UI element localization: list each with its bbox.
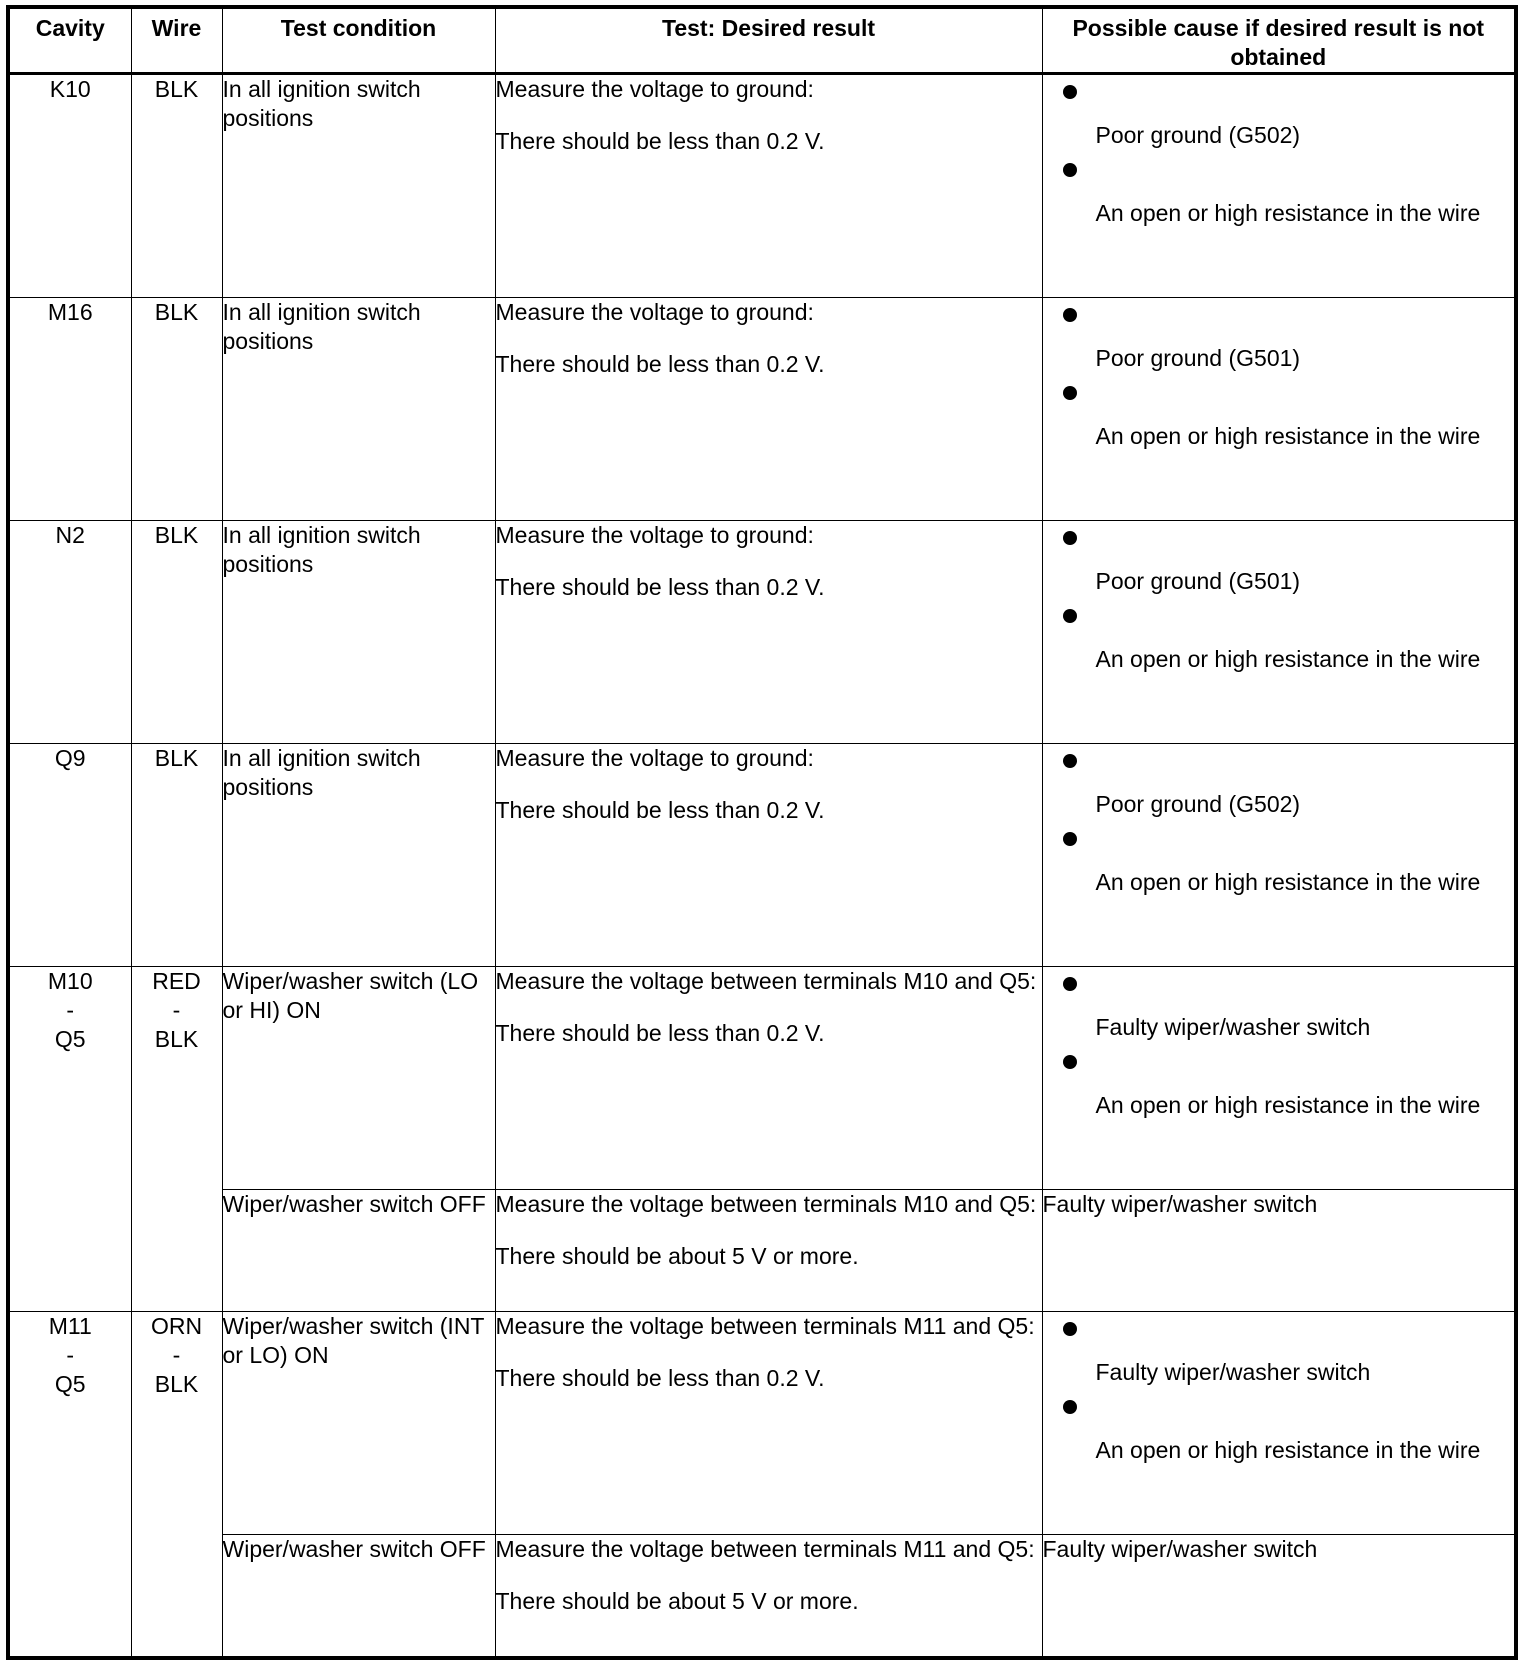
wire-color: BLK (154, 76, 199, 102)
desired-result-cell (495, 1190, 1042, 1312)
result-expected: There should be less than 0.2 V. (495, 574, 825, 600)
cause-text: An open or high resistance in the wire (1095, 200, 1481, 226)
header-possible-cause: Possible cause if desired result is not obtained (1042, 7, 1516, 74)
cause-item (1063, 531, 1515, 596)
cause-list (1043, 1312, 1515, 1465)
desired-result-cell (495, 298, 1042, 521)
bullet-icon (1063, 1322, 1077, 1336)
test-condition-cell: Wiper/washer switch OFF (222, 1190, 495, 1312)
wire-color: ORN (150, 1313, 203, 1339)
wire-cell (131, 74, 222, 298)
cause-item (1063, 1055, 1515, 1120)
wire-cell (131, 1312, 222, 1659)
cavity-label: Q9 (54, 745, 86, 771)
bullet-icon (1063, 163, 1077, 177)
result-expected: There should be less than 0.2 V. (495, 128, 825, 154)
cause-item (1063, 1400, 1515, 1465)
cause-text: An open or high resistance in the wire (1095, 1437, 1481, 1463)
result-instruction: Measure the voltage between terminals M11 and Q5: (495, 1536, 1035, 1562)
table-row (8, 1190, 1516, 1312)
possible-cause-cell (1042, 744, 1516, 967)
cavity-label: Q5 (54, 1371, 86, 1397)
wire-color: BLK (154, 745, 199, 771)
result-instruction: Measure the voltage between terminals M10 and Q5: (495, 1191, 1037, 1217)
cause-list (1043, 298, 1515, 451)
cavity-cell (8, 744, 131, 967)
header-desired-result: Test: Desired result (495, 7, 1042, 74)
bullet-icon (1063, 977, 1077, 991)
test-condition-cell: Wiper/washer switch OFF (222, 1535, 495, 1659)
header-test-condition: Test condition (222, 7, 495, 74)
cause-text: Poor ground (G502) (1095, 122, 1301, 148)
result-instruction: Measure the voltage to ground: (495, 522, 814, 548)
possible-cause-cell (1042, 521, 1516, 744)
result-expected: There should be less than 0.2 V. (495, 1020, 825, 1046)
cause-list (1043, 75, 1515, 228)
cause-item (1063, 308, 1515, 373)
result-expected: There should be less than 0.2 V. (495, 1365, 825, 1391)
desired-result-cell (495, 521, 1042, 744)
connector-test-table (6, 5, 1518, 1660)
desired-result-cell (495, 74, 1042, 298)
desired-result-cell (495, 744, 1042, 967)
cavity-label: M16 (47, 299, 93, 325)
cavity-label: N2 (55, 522, 85, 548)
test-condition-cell: In all ignition switch positions (222, 298, 495, 521)
header-row (8, 7, 1516, 74)
table-row (8, 298, 1516, 521)
cause-text: Poor ground (G501) (1095, 345, 1301, 371)
cavity-separator: - (66, 997, 75, 1023)
wire-separator: - (172, 1342, 181, 1368)
cavity-label: M11 (48, 1313, 92, 1339)
table-row (8, 1312, 1516, 1535)
header-cavity: Cavity (8, 7, 131, 74)
result-instruction: Measure the voltage between terminals M10 and Q5: (495, 968, 1037, 994)
cause-text: An open or high resistance in the wire (1095, 869, 1481, 895)
bullet-icon (1063, 386, 1077, 400)
bullet-icon (1063, 1055, 1077, 1069)
possible-cause-cell (1042, 1312, 1516, 1535)
header-wire: Wire (131, 7, 222, 74)
test-condition-cell: Wiper/washer switch (INT or LO) ON (222, 1312, 495, 1535)
cause-list (1043, 521, 1515, 674)
cause-text: An open or high resistance in the wire (1095, 423, 1481, 449)
result-expected: There should be about 5 V or more. (495, 1243, 859, 1269)
table-row (8, 1535, 1516, 1659)
cavity-cell (8, 298, 131, 521)
test-condition-cell: In all ignition switch positions (222, 521, 495, 744)
wire-color: RED (152, 968, 201, 994)
table-row (8, 74, 1516, 298)
cause-item (1063, 754, 1515, 819)
bullet-icon (1063, 531, 1077, 545)
wire-color: BLK (154, 1026, 199, 1052)
possible-cause-cell: Faulty wiper/washer switch (1042, 1535, 1516, 1659)
result-instruction: Measure the voltage to ground: (495, 745, 814, 771)
cause-text: An open or high resistance in the wire (1095, 1092, 1481, 1118)
wire-cell (131, 521, 222, 744)
table-row (8, 521, 1516, 744)
cavity-label: Q5 (54, 1026, 86, 1052)
test-condition-cell: In all ignition switch positions (222, 74, 495, 298)
bullet-icon (1063, 308, 1077, 322)
test-condition-cell: Wiper/washer switch (LO or HI) ON (222, 967, 495, 1190)
cause-text: Poor ground (G502) (1095, 791, 1301, 817)
bullet-icon (1063, 1400, 1077, 1414)
cause-item (1063, 163, 1515, 228)
cavity-separator: - (66, 1342, 75, 1368)
result-instruction: Measure the voltage between terminals M11 and Q5: (495, 1313, 1035, 1339)
wire-color: BLK (154, 522, 199, 548)
cause-text: An open or high resistance in the wire (1095, 646, 1481, 672)
result-expected: There should be about 5 V or more. (495, 1588, 859, 1614)
result-expected: There should be less than 0.2 V. (495, 351, 825, 377)
cause-list (1043, 744, 1515, 897)
result-instruction: Measure the voltage to ground: (495, 76, 814, 102)
bullet-icon (1063, 85, 1077, 99)
possible-cause-cell (1042, 74, 1516, 298)
cause-item (1063, 832, 1515, 897)
cavity-label: M10 (47, 968, 93, 994)
possible-cause-cell (1042, 967, 1516, 1190)
bullet-icon (1063, 609, 1077, 623)
desired-result-cell (495, 1312, 1042, 1535)
cavity-cell (8, 1312, 131, 1659)
table-row (8, 967, 1516, 1190)
result-expected: There should be less than 0.2 V. (495, 797, 825, 823)
table-row (8, 744, 1516, 967)
wire-cell (131, 744, 222, 967)
wire-color: BLK (154, 299, 199, 325)
wire-color: BLK (154, 1371, 199, 1397)
cavity-cell (8, 521, 131, 744)
cause-text: Faulty wiper/washer switch (1095, 1359, 1371, 1385)
desired-result-cell (495, 967, 1042, 1190)
cause-text: Poor ground (G501) (1095, 568, 1301, 594)
cause-item (1063, 1322, 1515, 1387)
bullet-icon (1063, 754, 1077, 768)
cause-item (1063, 85, 1515, 150)
cause-list (1043, 967, 1515, 1120)
test-condition-cell: In all ignition switch positions (222, 744, 495, 967)
possible-cause-cell (1042, 298, 1516, 521)
cavity-cell (8, 74, 131, 298)
cause-text: Faulty wiper/washer switch (1095, 1014, 1371, 1040)
cavity-label: K10 (49, 76, 91, 102)
result-instruction: Measure the voltage to ground: (495, 299, 814, 325)
cause-item (1063, 609, 1515, 674)
cause-item (1063, 386, 1515, 451)
wire-cell (131, 967, 222, 1312)
cause-item (1063, 977, 1515, 1042)
wire-separator: - (172, 997, 181, 1023)
wire-cell (131, 298, 222, 521)
bullet-icon (1063, 832, 1077, 846)
desired-result-cell (495, 1535, 1042, 1659)
cavity-cell (8, 967, 131, 1312)
possible-cause-cell: Faulty wiper/washer switch (1042, 1190, 1516, 1312)
